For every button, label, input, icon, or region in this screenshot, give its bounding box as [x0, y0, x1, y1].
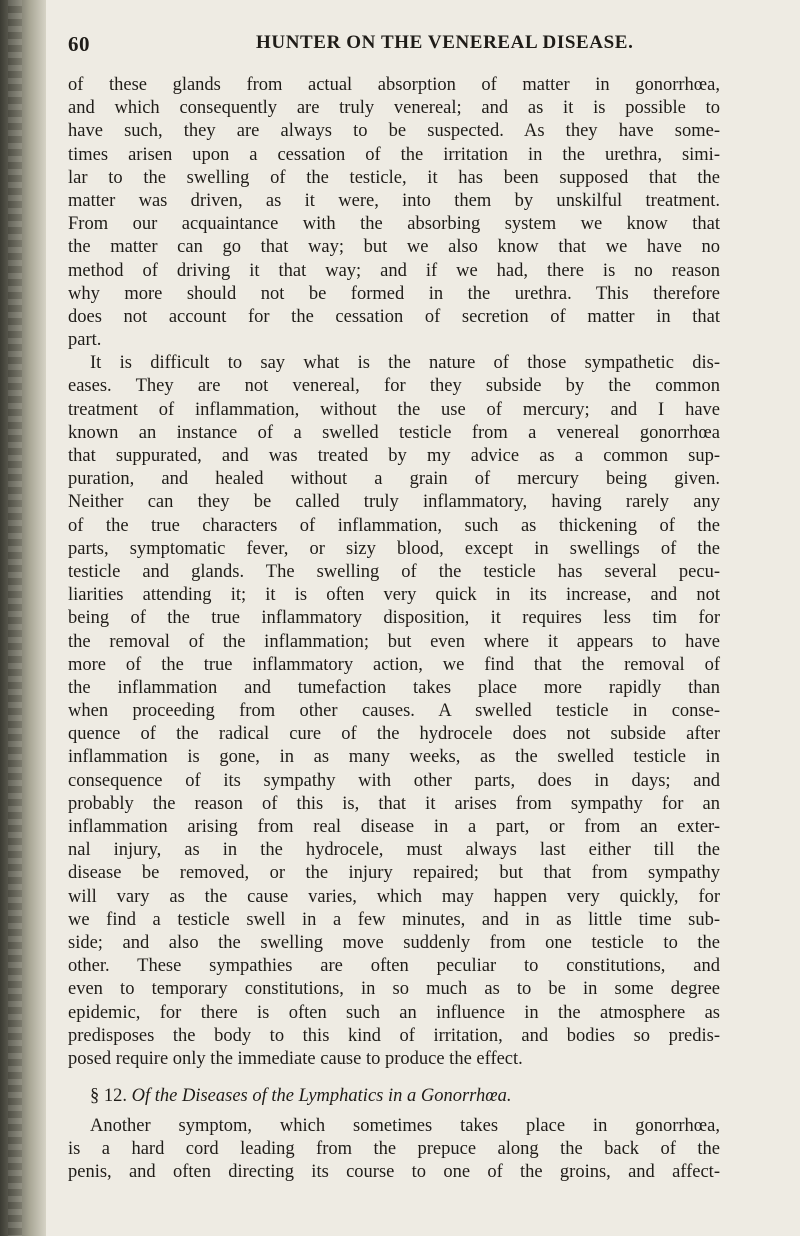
- text-line: when proceeding from other causes. A swelled testicle in conse-: [68, 701, 720, 722]
- text-line: part.: [68, 330, 102, 351]
- text-line: It is difficult to say what is the nature of those sympathetic dis-: [90, 353, 720, 374]
- text-line: inflammation is gone, in as many weeks, as the swelled testicle in: [68, 747, 720, 768]
- text-line: matter was driven, as it were, into them by unskilful treatment.: [68, 190, 720, 211]
- running-head: [68, 32, 718, 62]
- text-line: penis, and often directing its course to one of the groins, and affect-: [68, 1162, 720, 1183]
- text-line: From our acquaintance with the absorbing system we know that: [68, 214, 720, 235]
- text-line: treatment of inflammation, without the use of mercury; and I have: [68, 399, 720, 420]
- text-line: of these glands from actual absorption of matter in gonorrhœa,: [68, 75, 720, 95]
- text-line: quence of the radical cure of the hydrocele does not subside after: [68, 724, 720, 745]
- paragraph-2: [68, 352, 720, 1071]
- section-title: Of the Diseases of the Lymphatics in a Gonorrhœa.: [131, 1086, 512, 1107]
- text-line: Another symptom, which sometimes takes place in gonorrhœa,: [90, 1116, 720, 1137]
- text-line: probably the reason of this is, that it arises from sympathy for an: [68, 793, 720, 814]
- text-line: have such, they are always to be suspected. As they have some-: [68, 121, 720, 142]
- text-line: times arisen upon a cessation of the irritation in the urethra, simi-: [68, 144, 720, 165]
- text-line: more of the true inflammatory action, we find that the removal of: [68, 654, 720, 675]
- text-line: other. These sympathies are often peculiar to constitutions, and: [68, 956, 720, 977]
- paragraph-3: [68, 1115, 720, 1185]
- body-text: [68, 74, 720, 1185]
- text-line: puration, and healed without a grain of mercury being given.: [68, 469, 720, 490]
- running-title: HUNTER ON THE VENEREAL DISEASE.: [256, 32, 634, 53]
- text-line: will vary as the cause varies, which may happen very quickly, for: [68, 886, 720, 907]
- text-line: parts, symptomatic fever, or sizy blood, except in swellings of the: [68, 538, 720, 559]
- text-line: liarities attending it; it is often very quick in its increase, and not: [68, 585, 720, 606]
- text-line: the removal of the inflammation; but even where it appears to have: [68, 631, 720, 652]
- text-line: consequence of its sympathy with other parts, does in days; and: [68, 770, 720, 791]
- text-line: that suppurated, and was treated by my advice as a common sup-: [68, 446, 720, 466]
- text-line: predisposes the body to this kind of irritation, and bodies so predis-: [68, 1025, 720, 1046]
- page-number: 60: [68, 32, 90, 56]
- text-line: known an instance of a swelled testicle from a venereal gonorrhœa: [68, 422, 720, 443]
- text-line: is a hard cord leading from the prepuce along the back of the: [68, 1139, 720, 1160]
- book-binding-edge: [0, 0, 46, 1236]
- text-line: Neither can they be called truly inflammatory, having rarely any: [68, 492, 720, 513]
- text-line: does not account for the cessation of secretion of matter in that: [68, 306, 720, 327]
- paragraph-1: [68, 74, 720, 352]
- text-line: being of the true inflammatory disposition, it requires less tim for: [68, 608, 720, 629]
- section-heading: [68, 1083, 720, 1109]
- text-line: of the true characters of inflammation, such as thickening of the: [68, 515, 720, 536]
- text-line: eases. They are not venereal, for they subside by the common: [68, 376, 720, 397]
- text-line: the matter can go that way; but we also know that we have no: [68, 237, 720, 258]
- text-line: lar to the swelling of the testicle, it has been supposed that the: [68, 167, 720, 188]
- text-line: method of driving it that way; and if we had, there is no reason: [68, 260, 720, 281]
- text-line: side; and also the swelling move suddenly from one testicle to the: [68, 932, 720, 953]
- text-line: inflammation arising from real disease in a part, or from an exter-: [68, 817, 720, 837]
- text-line: disease be removed, or the injury repaired; but that from sympathy: [68, 863, 720, 884]
- text-line: we find a testicle swell in a few minutes, and in as little time sub-: [68, 909, 720, 930]
- text-line: epidemic, for there is often such an influence in the atmosphere as: [68, 1002, 720, 1023]
- text-line: even to temporary constitutions, in so much as to be in some degree: [68, 979, 720, 1000]
- text-line: and which consequently are truly venereal; and as it is possible to: [68, 98, 720, 119]
- text-line: the inflammation and tumefaction takes place more rapidly than: [68, 677, 720, 698]
- text-line: testicle and glands. The swelling of the testicle has several pecu-: [68, 561, 720, 582]
- section-number: § 12.: [90, 1086, 127, 1107]
- text-line: why more should not be formed in the urethra. This therefore: [68, 283, 720, 304]
- text-line: nal injury, as in the hydrocele, must always last either till the: [68, 840, 720, 861]
- text-line: posed require only the immediate cause to produce the effect.: [68, 1048, 523, 1069]
